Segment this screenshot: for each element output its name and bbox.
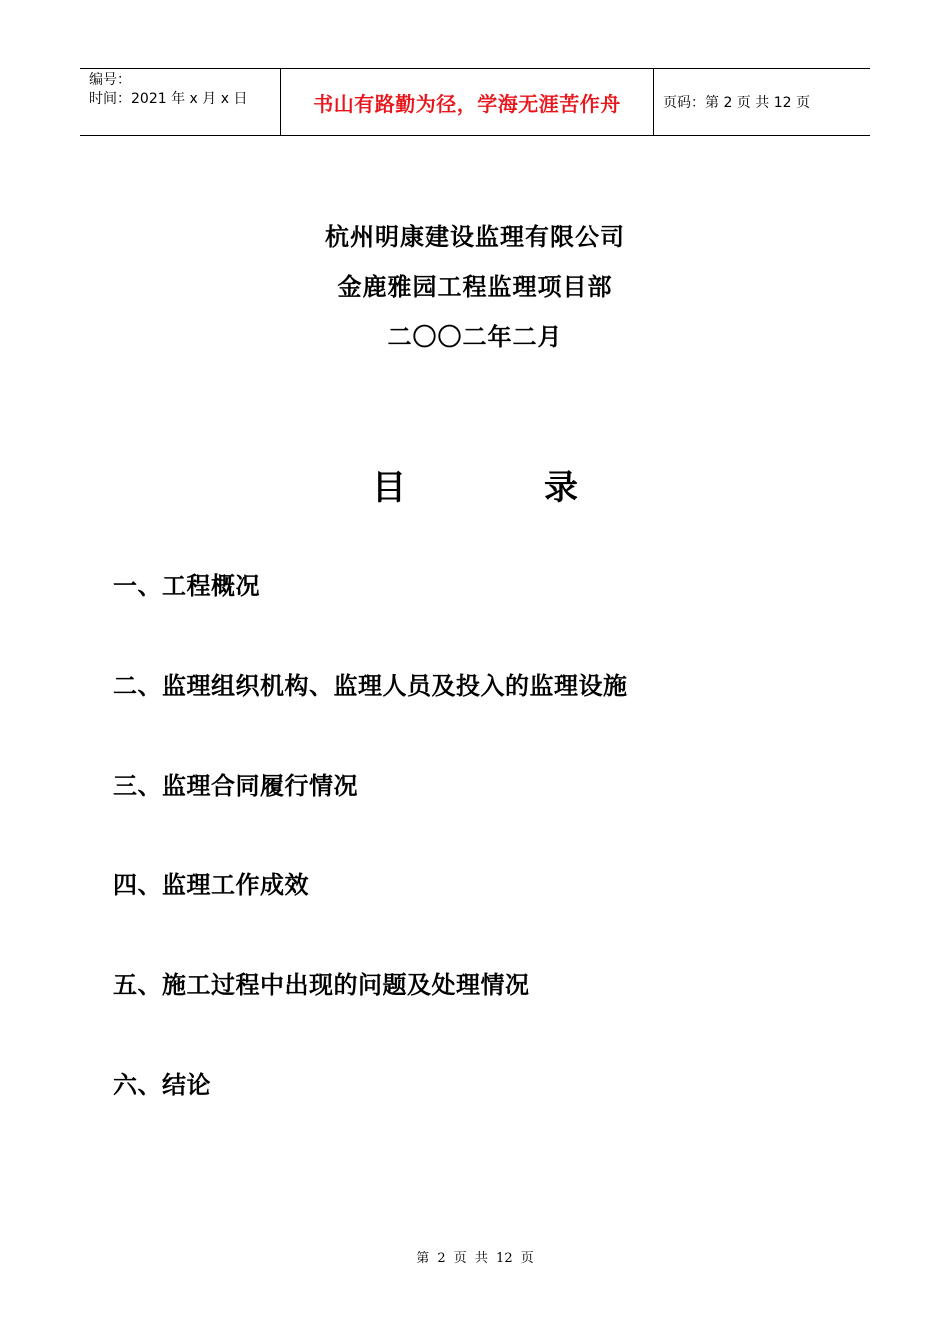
page-footer: 第 2 页 共 12 页	[416, 1251, 534, 1266]
toc-item: 六、结论	[113, 1071, 211, 1099]
toc-heading-right: 录	[544, 468, 578, 508]
header-motto: 书山有路勤为径，学海无涯苦作舟	[281, 69, 654, 135]
report-date: 二〇〇二年二月	[387, 323, 563, 351]
toc-item: 二、监理组织机构、监理人员及投入的监理设施	[113, 672, 628, 700]
toc-item: 一、工程概况	[113, 572, 260, 600]
toc-item: 四、监理工作成效	[113, 871, 309, 899]
company-name: 杭州明康建设监理有限公司	[325, 223, 625, 251]
document-number-label: 编号：	[89, 72, 131, 88]
toc-item: 五、施工过程中出现的问题及处理情况	[113, 971, 530, 999]
page-header	[80, 68, 870, 136]
header-meta-cell	[80, 69, 281, 135]
header-page-number: 页码：第 2 页 共 12 页	[663, 95, 810, 111]
toc-item: 三、监理合同履行情况	[113, 772, 358, 800]
project-department: 金鹿雅园工程监理项目部	[337, 273, 613, 301]
document-time-label: 时间：2021 年 x 月 x 日	[89, 91, 248, 107]
toc-heading-left: 目	[372, 468, 406, 508]
